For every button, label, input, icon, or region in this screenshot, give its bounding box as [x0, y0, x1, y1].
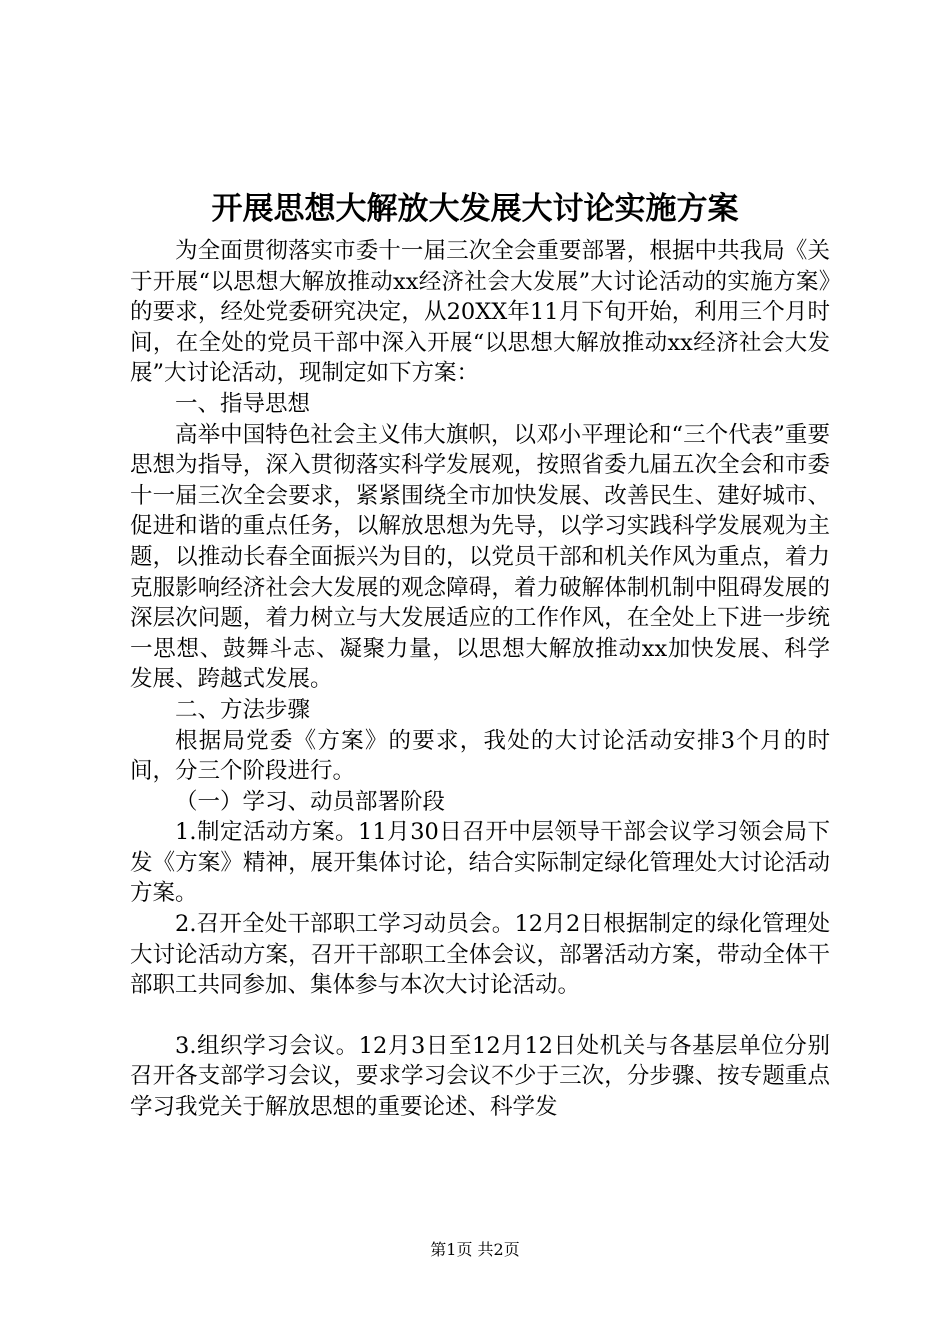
paragraph-item-1: 1.制定活动方案。11月30日召开中层领导干部会议学习领会局下发《方案》精神，展开集体讨论，结合实际制定绿化管理处大讨论活动方案。 [130, 819, 830, 907]
page-footer: 第1页 共2页 [430, 1240, 520, 1259]
document-title: 开展思想大解放大发展大讨论实施方案 [211, 191, 739, 227]
paragraph-item-2: 2.召开全处干部职工学习动员会。12月2日根据制定的绿化管理处大讨论活动方案，召开干部职工全体会议，部署活动方案，带动全体干部职工共同参加、集体参与本次大讨论活动。 [130, 911, 830, 999]
paragraph-method-steps: 根据局党委《方案》的要求，我处的大讨论活动安排3个月的时间，分三个阶段进行。 [130, 727, 830, 785]
paragraph-intro: 为全面贯彻落实市委十一届三次全会重要部署，根据中共我局《关于开展“以思想大解放推动xx经济社会大发展”大讨论活动的实施方案》的要求，经处党委研究决定，从20XX年11月下旬开始，利用三个月时间，在全处的党员干部中深入开展“以思想大解放推动xx经济社会大发展”大讨论活动，现制定如下方案： [130, 238, 830, 387]
subsection-heading-stage-one: （一）学习、动员部署阶段 [175, 788, 446, 815]
paragraph-item-3: 3.组织学习会议。12月3日至12月12日处机关与各基层单位分别召开各支部学习会议，要求学习会议不少于三次，分步骤、按专题重点学习我党关于解放思想的重要论述、科学发 [130, 1032, 830, 1121]
document-body [130, 236, 830, 1123]
paragraph-guiding-thought: 高举中国特色社会主义伟大旗帜，以邓小平理论和“三个代表”重要思想为指导，深入贯彻落实科学发展观，按照省委九届五次全会和市委十一届三次全会要求，紧紧围绕全市加快发展、改善民生、建好城市、促进和谐的重点任务，以解放思想为先导，以学习实践科学发展观为主题，以推动长春全面振兴为目的，以党员干部和机关作风为重点，着力克服影响经济社会大发展的观念障碍，着力破解体制机制中阻碍发展的深层次问题，着力树立与大发展适应的工作作风，在全处上下进一步统一思想、鼓舞斗志、凝聚力量，以思想大解放推动xx加快发展、科学发展、跨越式发展。 [130, 421, 830, 693]
section-heading-guiding-thought: 一、指导思想 [175, 390, 311, 417]
section-heading-method-steps: 二、方法步骤 [175, 696, 311, 723]
